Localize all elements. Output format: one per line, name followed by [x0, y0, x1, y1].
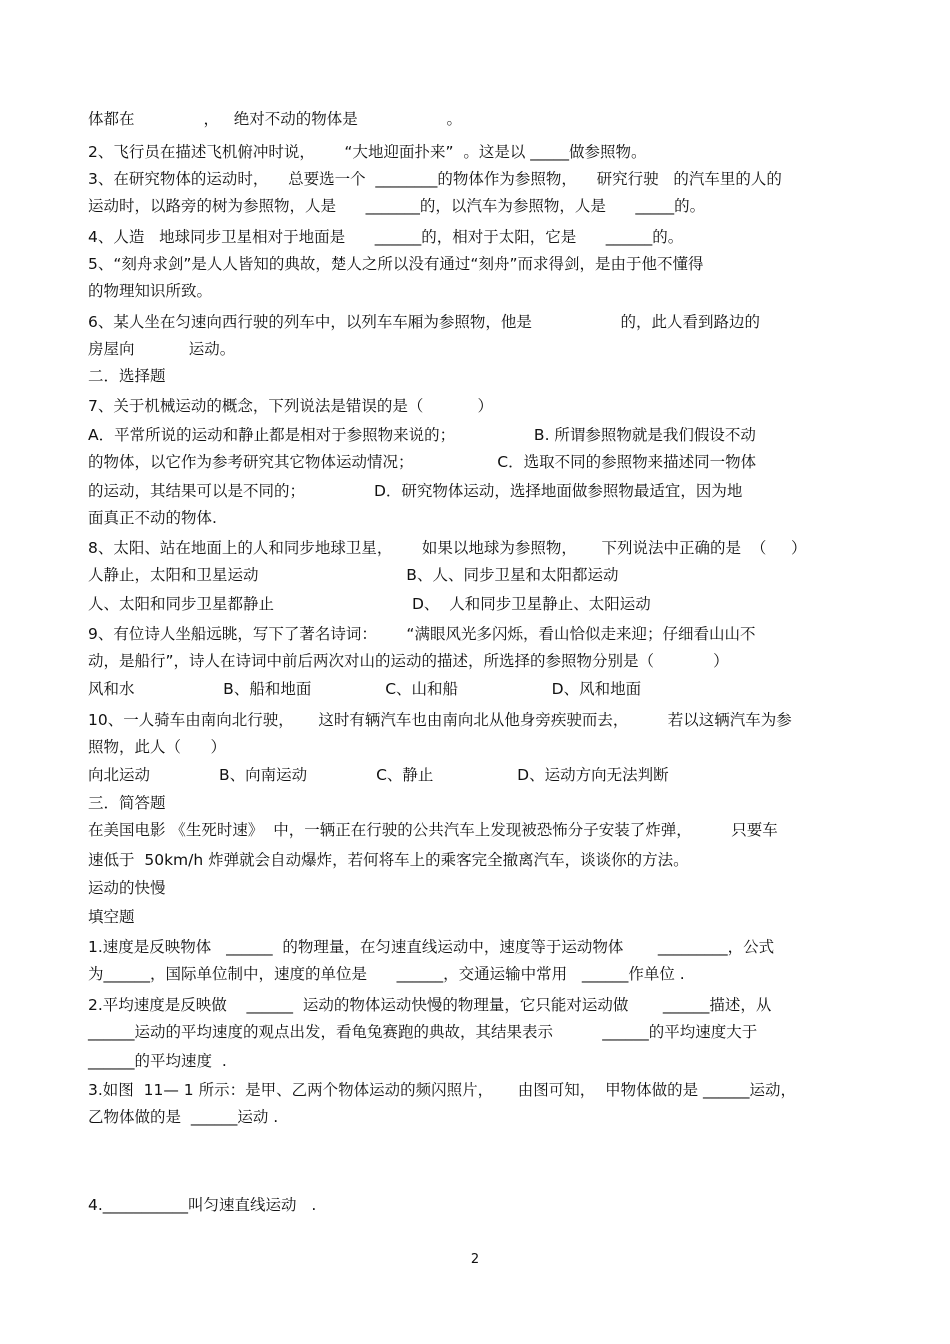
line-37: 4.___________叫匀速直线运动 . — [88, 1196, 317, 1214]
line-27: 速低于 50km/h 炸弹就会自动爆炸，若何将车上的乘客完全撤离汽车，谈谈你的方法。 — [88, 851, 689, 869]
page-number: 2 — [470, 1252, 480, 1267]
line-33: ______运动的平均速度的观点出发，看龟兔赛跑的典故，其结果表示 ______的平均速度大于 — [88, 1023, 758, 1041]
line-1: 体都在 ， 绝对不动的物体是 。 — [88, 110, 462, 128]
line-8: 6、某人坐在匀速向西行驶的列车中，以列车车厢为参照物，他是 的，此人看到路边的 — [88, 313, 761, 331]
line-6: 5、“刻舟求剑”是人人皆知的典故，楚人之所以没有通过“刻舟”而求得剑，是由于他不懂得 — [88, 255, 704, 273]
line-3: 3、在研究物体的运动时， 总要选一个 ________的物体作为参照物， 研究行驶 的汽车里的人的 — [88, 170, 782, 188]
line-4: 运动时，以路旁的树为参照物，人是 _______的，以汽车为参照物，人是 _____的。 — [88, 197, 706, 215]
section-title-short-answer: 三．简答题 — [88, 794, 166, 812]
line-32: 2.平均速度是反映做 ______ 运动的物体运动快慢的物理量，它只能对运动做 ______描述，从 — [88, 996, 772, 1014]
line-17: 人静止，太阳和卫星运动 B、人、同步卫星和太阳都运动 — [88, 566, 619, 584]
line-26: 在美国电影 《生死时速》 中，一辆正在行驶的公共汽车上发现被恐怖分子安装了炸弹， 只要车 — [88, 821, 778, 839]
line-5: 4、人造 地球同步卫星相对于地面是 ______的，相对于太阳，它是 ______的。 — [88, 228, 684, 246]
line-24: 向北运动 B、向南运动 C、静止 D、运动方向无法判断 — [88, 766, 669, 784]
line-11: 7、关于机械运动的概念，下列说法是错误的是（ ） — [88, 397, 494, 415]
line-36: 乙物体做的是 ______运动 . — [88, 1108, 279, 1126]
section-title-choice: 二．选择题 — [88, 367, 166, 385]
line-20: 动，是船行”，诗人在诗词中前后两次对山的运动的描述，所选择的参照物分别是（ ） — [88, 652, 729, 670]
line-7: 的物理知识所致。 — [88, 282, 213, 300]
line-31: 为______，国际单位制中，速度的单位是 ______，交通运输中常用 ______作单位 . — [88, 965, 685, 983]
line-9: 房屋向 运动。 — [88, 340, 236, 358]
line-15: 面真正不动的物体. — [88, 509, 217, 527]
line-19: 9、有位诗人坐船远眺，写下了著名诗词： “满眼风光多闪烁，看山恰似走来迎；仔细看山山不 — [88, 625, 756, 643]
line-22: 10、一人骑车由南向北行驶， 这时有辆汽车也由南向北从他身旁疾驶而去， 若以这辆汽车为参 — [88, 711, 792, 729]
section-title-speed: 运动的快慢 — [88, 879, 166, 897]
line-16: 8、太阳、站在地面上的人和同步地球卫星， 如果以地球为参照物， 下列说法中正确的是 （ ） — [88, 539, 807, 557]
line-21: 风和水 B、船和地面 C、山和船 D、风和地面 — [88, 680, 642, 698]
section-title-fill-blank: 填空题 — [88, 908, 135, 926]
line-2: 2、飞行员在描述飞机俯冲时说， “大地迎面扑来” 。这是以 _____做参照物。 — [88, 143, 647, 161]
line-14: 的运动，其结果可以是不同的； D．研究物体运动，选择地面做参照物最适宜，因为地 — [88, 482, 743, 500]
line-34: ______的平均速度 . — [88, 1052, 227, 1070]
line-23: 照物，此人（ ） — [88, 738, 227, 756]
line-30: 1.速度是反映物体 ______ 的物理量，在匀速直线运动中，速度等于运动物体 _________，公式 — [88, 938, 775, 956]
line-13: 的物体，以它作为参考研究其它物体运动情况； C．选取不同的参照物来描述同一物体 — [88, 453, 757, 471]
line-18: 人、太阳和同步卫星都静止 D、 人和同步卫星静止、太阳运动 — [88, 595, 651, 613]
line-35: 3.如图 11— 1 所示：是甲、乙两个物体运动的频闪照片， 由图可知， 甲物体做的是 ______运动， — [88, 1081, 796, 1099]
line-12: A．平常所说的运动和静止都是相对于参照物来说的； B. 所谓参照物就是我们假设不动 — [88, 426, 756, 444]
